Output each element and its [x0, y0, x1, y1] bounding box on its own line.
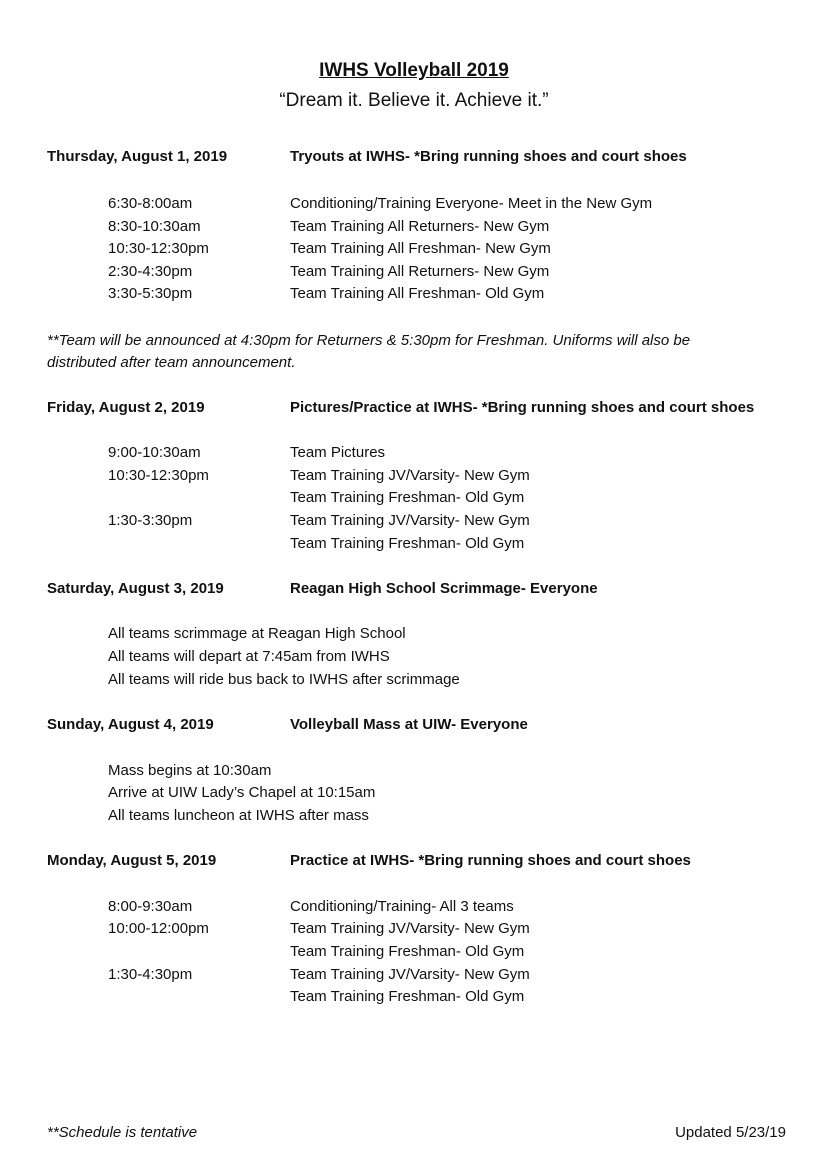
- row-description: Team Training All Returners- New Gym: [290, 218, 550, 235]
- section-event: Tryouts at IWHS- *Bring running shoes and court shoes: [290, 148, 687, 165]
- row-description: Team Training All Freshman- Old Gym: [290, 285, 545, 302]
- row-time: 3:30-5:30pm: [108, 285, 193, 302]
- row-description: Team Training JV/Varsity- New Gym: [290, 920, 530, 937]
- note-line: distributed after team announcement.: [47, 354, 296, 371]
- row-time: 2:30-4:30pm: [108, 263, 193, 280]
- row-description: Team Training All Returners- New Gym: [290, 263, 550, 280]
- row-description: Team Training All Freshman- New Gym: [290, 240, 551, 257]
- row-description: Team Training JV/Varsity- New Gym: [290, 467, 530, 484]
- row-description: Team Training JV/Varsity- New Gym: [290, 966, 530, 983]
- row-description: Team Training JV/Varsity- New Gym: [290, 512, 530, 529]
- row-description: Team Training Freshman- Old Gym: [290, 489, 525, 506]
- section-event: Volleyball Mass at UIW- Everyone: [290, 716, 528, 733]
- team-announcement-note: [47, 330, 792, 374]
- row-time: 1:30-3:30pm: [108, 512, 193, 529]
- section-day: Sunday, August 4, 2019: [47, 716, 214, 733]
- row-time: 8:00-9:30am: [108, 898, 193, 915]
- row-description: Conditioning/Training Everyone- Meet in the New Gym: [290, 195, 653, 212]
- detail-line: Arrive at UIW Lady’s Chapel at 10:15am: [108, 784, 376, 801]
- row-time: 1:30-4:30pm: [108, 966, 193, 983]
- section-day: Saturday, August 3, 2019: [47, 580, 224, 597]
- detail-line: All teams will ride bus back to IWHS after scrimmage: [108, 671, 460, 688]
- detail-line: All teams luncheon at IWHS after mass: [108, 807, 369, 824]
- row-time: 8:30-10:30am: [108, 218, 201, 235]
- row-time: 10:00-12:00pm: [108, 920, 209, 937]
- row-time: 10:30-12:30pm: [108, 467, 209, 484]
- section-day: Thursday, August 1, 2019: [47, 148, 228, 165]
- detail-line: Mass begins at 10:30am: [108, 762, 272, 779]
- section-day: Friday, August 2, 2019: [47, 399, 205, 416]
- section-day: Monday, August 5, 2019: [47, 852, 217, 869]
- detail-line: All teams will depart at 7:45am from IWHS: [108, 648, 390, 665]
- row-description: Conditioning/Training- All 3 teams: [290, 898, 514, 915]
- row-time: 10:30-12:30pm: [108, 240, 209, 257]
- section-event: Pictures/Practice at IWHS- *Bring running shoes and court shoes: [290, 399, 755, 416]
- page-title: IWHS Volleyball 2019: [319, 60, 509, 81]
- page-motto: “Dream it. Believe it. Achieve it.”: [279, 90, 549, 111]
- row-time: 6:30-8:00am: [108, 195, 193, 212]
- section-event: Reagan High School Scrimmage- Everyone: [290, 580, 598, 597]
- row-description: Team Training Freshman- Old Gym: [290, 943, 525, 960]
- updated-date: Updated 5/23/19: [675, 1124, 786, 1141]
- tentative-note: **Schedule is tentative: [47, 1124, 198, 1141]
- row-description: Team Pictures: [290, 444, 386, 461]
- detail-line: All teams scrimmage at Reagan High School: [108, 625, 406, 642]
- row-description: Team Training Freshman- Old Gym: [290, 988, 525, 1005]
- row-description: Team Training Freshman- Old Gym: [290, 535, 525, 552]
- section-event: Practice at IWHS- *Bring running shoes and court shoes: [290, 852, 691, 869]
- note-line: **Team will be announced at 4:30pm for Returners & 5:30pm for Freshman. Uniforms will also be: [47, 332, 691, 349]
- row-time: 9:00-10:30am: [108, 444, 201, 461]
